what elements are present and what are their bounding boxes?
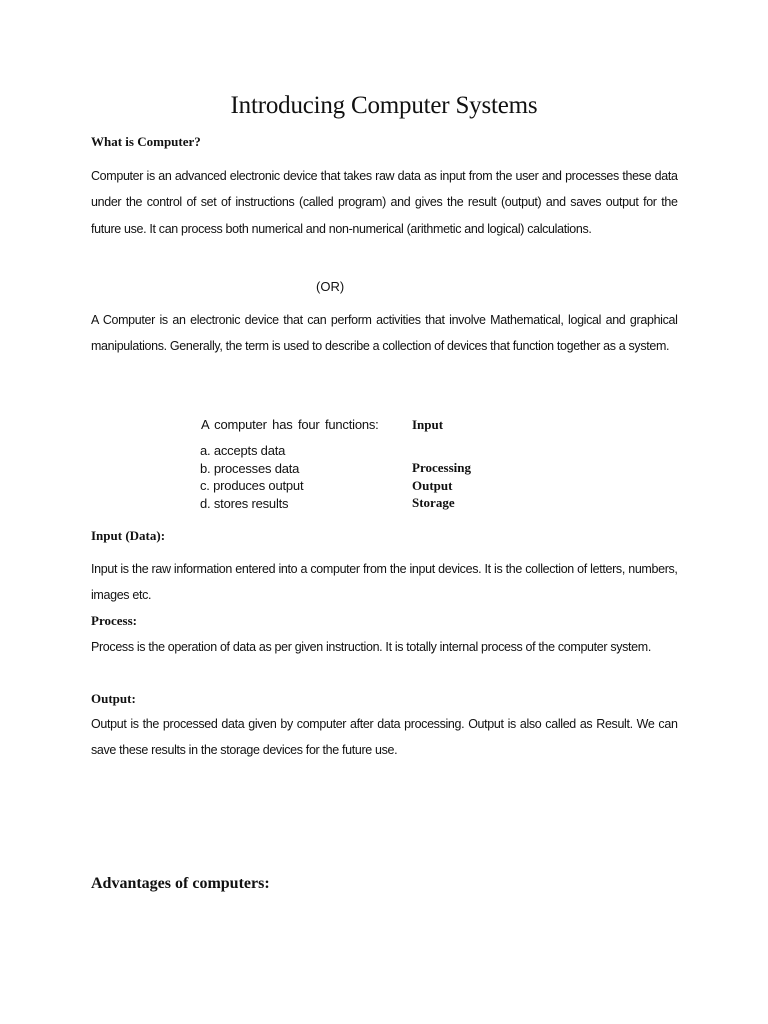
function-keyword-input: Input bbox=[412, 417, 444, 432]
list-item: a. accepts data bbox=[200, 443, 286, 458]
function-keyword-output: Output bbox=[412, 478, 453, 493]
function-keyword-processing: Processing bbox=[412, 460, 471, 475]
heading-output: Output: bbox=[91, 691, 136, 706]
functions-intro: A computer has four functions: bbox=[201, 417, 379, 432]
functions-list bbox=[200, 442, 303, 512]
or-separator: (OR) bbox=[316, 279, 345, 294]
list-item: d. stores results bbox=[200, 495, 289, 511]
paragraph-input: Input is the raw information entered into a computer from the input devices. It is the collection of letters, numbers, images etc. bbox=[91, 561, 678, 603]
heading-process: Process: bbox=[91, 613, 137, 628]
paragraph-process: Process is the operation of data as per given instruction. It is totally internal process of the computer system. bbox=[91, 639, 651, 654]
page-title: Introducing Computer Systems bbox=[230, 92, 538, 119]
paragraph-computer-definition: Computer is an advanced electronic device that takes raw data as input from the user and processes these data under the control of set of instructions (called program) and gives the result (output) and saves output for the future use. It can process both numerical and non-numerical (arithmetic and logical) calculations. bbox=[91, 168, 678, 236]
heading-input-data: Input (Data): bbox=[91, 528, 166, 543]
paragraph-computer-alternate-definition: A Computer is an electronic device that can perform activities that involve Mathematical, logical and graphical manipulations. Generally, the term is used to describe a collection of devices that function together as a system. bbox=[91, 312, 678, 354]
list-item: b. processes data bbox=[200, 460, 300, 476]
paragraph-output: Output is the processed data given by computer after data processing. Output is also called as Result. We can save these results in the storage devices for the future use. bbox=[91, 716, 678, 758]
heading-advantages: Advantages of computers: bbox=[91, 875, 270, 892]
function-keyword-storage: Storage bbox=[412, 495, 455, 510]
heading-what-is-computer: What is Computer? bbox=[91, 134, 201, 149]
list-item: c. produces output bbox=[200, 478, 304, 493]
